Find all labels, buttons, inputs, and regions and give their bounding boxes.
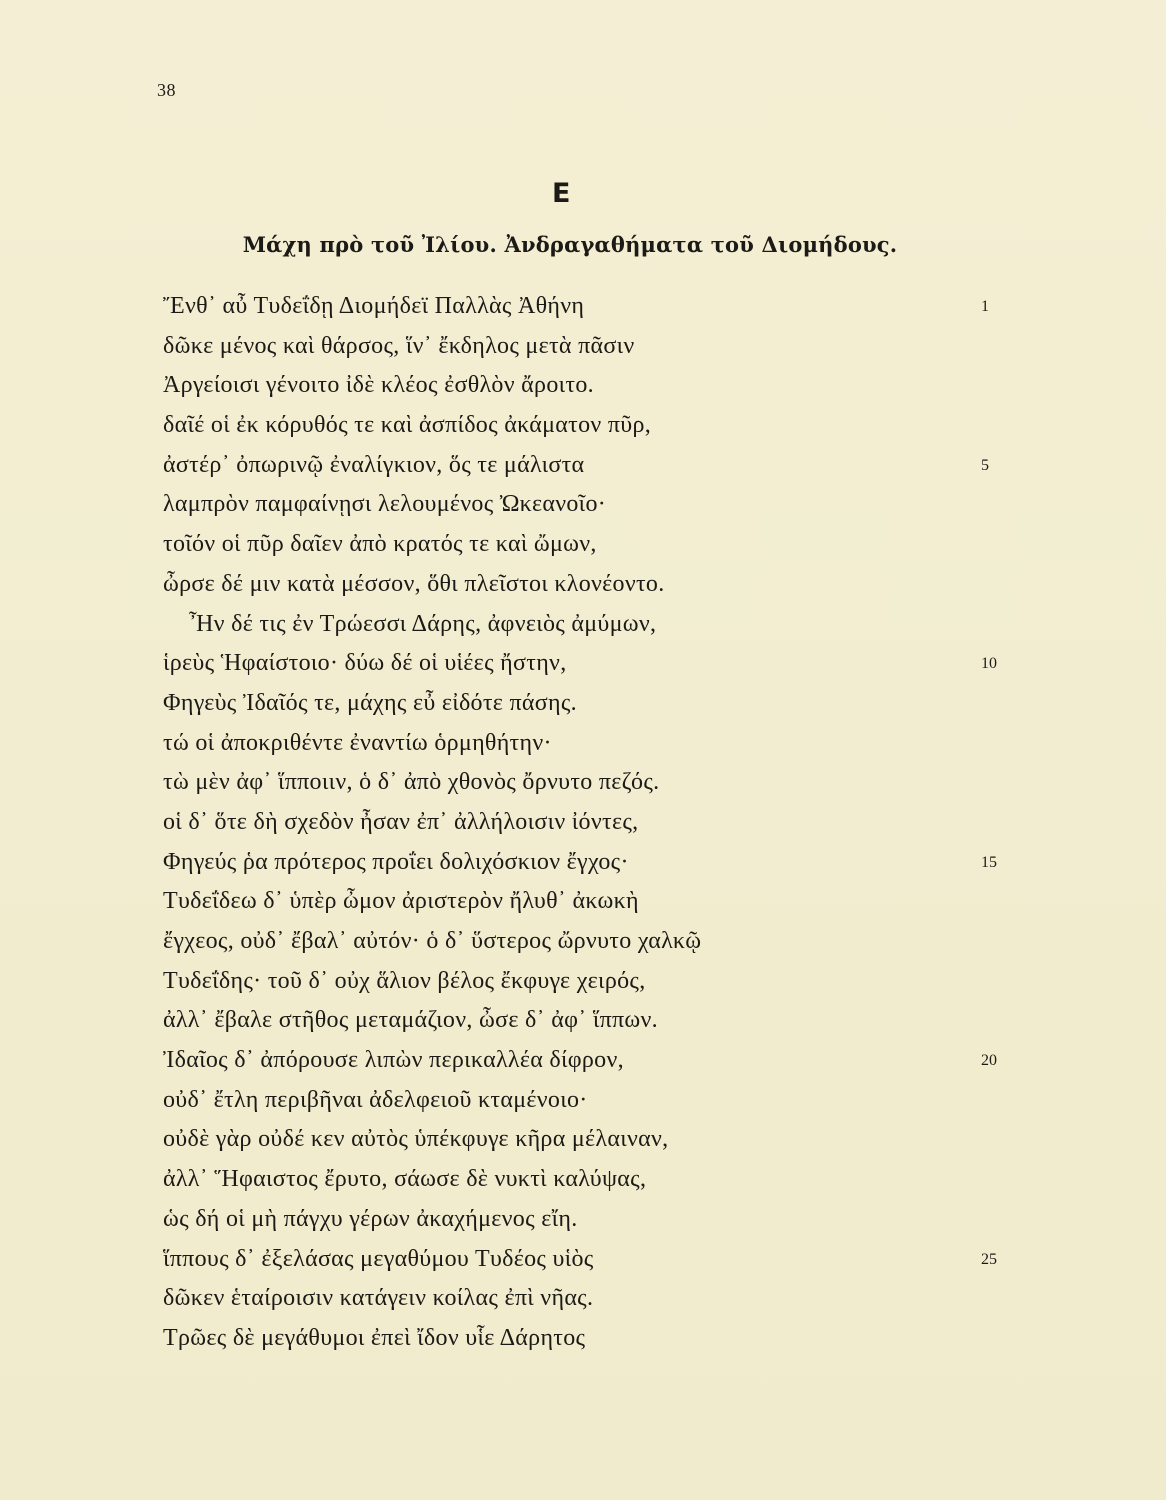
verse-line [163, 1240, 1023, 1280]
verse-line [163, 922, 1023, 962]
verse-line [163, 763, 1023, 803]
verse-text: Τρῶες δὲ μεγάθυμοι ἐπεὶ ἴδον υἷε Δάρητος [163, 1324, 586, 1351]
verse-line [163, 446, 1023, 486]
verse-line [163, 724, 1023, 764]
verse-line [163, 605, 1023, 645]
verse-line [163, 327, 1023, 367]
verse-line [163, 1081, 1023, 1121]
verse-text: Ἦν δέ τις ἐν Τρώεσσι Δάρης, ἀφνειὸς ἀμύμων, [189, 610, 657, 637]
verse-text: τώ οἱ ἀποκριθέντε ἐναντίω ὁρμηθήτην· [163, 729, 552, 756]
verse-line [163, 1279, 1023, 1319]
verse-text: Φηγεύς ῥα πρότερος προΐει δολιχόσκιον ἔγχος· [163, 848, 629, 875]
verse-line [163, 1160, 1023, 1200]
verse-text: οὐδ᾿ ἔτλη περιβῆναι ἀδελφειοῦ κταμένοιο· [163, 1086, 588, 1113]
verse-text: Τυδεΐδεω δ᾿ ὑπὲρ ὦμον ἀριστερὸν ἤλυθ᾿ ἀκωκὴ [163, 888, 639, 915]
verse-line [163, 1041, 1023, 1081]
verse-number: 25 [981, 1250, 997, 1268]
book-letter: E [552, 178, 571, 209]
verse-text: Ἰδαῖος δ᾿ ἀπόρουσε λιπὼν περικαλλέα δίφρον, [163, 1047, 624, 1074]
verse-text: Φηγεὺς Ἰδαῖός τε, μάχης εὖ εἰδότε πάσης. [163, 689, 577, 716]
verse-text: Ἔνθ᾿ αὖ Τυδεΐδῃ Διομήδεϊ Παλλὰς Ἀθήνη [163, 293, 585, 319]
verse-text: τοῖόν οἱ πῦρ δαῖεν ἀπὸ κρατός τε καὶ ὤμων, [163, 531, 597, 558]
book-title: Μάχη πρὸ τοῦ Ἰλίου. Ἀνδραγαθήματα τοῦ Διομήδους. [242, 232, 898, 257]
verse-text: οὐδὲ γὰρ οὐδέ κεν αὐτὸς ὑπέκφυγε κῆρα μέλαιναν, [163, 1126, 669, 1153]
verse-line [163, 1200, 1023, 1240]
verse-line [163, 882, 1023, 922]
verse-text: ὦρσε δέ μιν κατὰ μέσσον, ὅθι πλεῖστοι κλονέοντο. [163, 570, 665, 597]
verse-text: ἵππους δ᾿ ἐξελάσας μεγαθύμου Τυδέος υἱὸς [163, 1245, 594, 1272]
verse-line [163, 843, 1023, 883]
verse-line [163, 1319, 1023, 1359]
verse-line [163, 565, 1023, 605]
verse-number: 5 [981, 456, 989, 474]
verse-text: ἀστέρ᾿ ὀπωρινῷ ἐναλίγκιον, ὅς τε μάλιστα [163, 451, 585, 478]
verse-line [163, 406, 1023, 446]
verse-number: 10 [981, 655, 997, 673]
page-number: 38 [157, 80, 176, 100]
verse-line [163, 485, 1023, 525]
verse-line [163, 644, 1023, 684]
verse-text: λαμπρὸν παμφαίνῃσι λελουμένος Ὠκεανοῖο· [163, 491, 607, 518]
verse-text: ὡς δή οἱ μὴ πάγχυ γέρων ἀκαχήμενος εἴη. [163, 1205, 578, 1232]
verse-line [163, 1001, 1023, 1041]
verse-line [163, 366, 1023, 406]
verse-text: δῶκε μένος καὶ θάρσος, ἵν᾿ ἔκδηλος μετὰ πᾶσιν [163, 332, 635, 359]
verse-text: ἔγχεος, οὐδ᾿ ἔβαλ᾿ αὐτόν· ὁ δ᾿ ὕστερος ὤρνυτο χαλκῷ [163, 928, 702, 954]
verse-line [163, 803, 1023, 843]
verse-text: τὼ μὲν ἀφ᾿ ἵπποιιν, ὁ δ᾿ ἀπὸ χθονὸς ὄρνυτο πεζός. [163, 769, 660, 796]
verse-block [163, 287, 1023, 1359]
verse-text: οἱ δ᾿ ὅτε δὴ σχεδὸν ἦσαν ἐπ᾿ ἀλλήλοισιν ἰόντες, [163, 808, 639, 835]
verse-line [163, 962, 1023, 1002]
verse-text: Τυδεΐδης· τοῦ δ᾿ οὐχ ἅλιον βέλος ἔκφυγε χειρός, [163, 967, 646, 994]
verse-number: 1 [981, 298, 989, 315]
verse-number: 20 [981, 1052, 997, 1070]
verse-text: δῶκεν ἑταίροισιν κατάγειν κοίλας ἐπὶ νῆας. [163, 1285, 594, 1312]
verse-line [163, 525, 1023, 565]
verse-text: δαῖέ οἱ ἐκ κόρυθός τε καὶ ἀσπίδος ἀκάματον πῦρ, [163, 412, 652, 439]
verse-line [163, 1120, 1023, 1160]
verse-number: 15 [981, 853, 997, 871]
verse-text: ἀλλ᾿ Ἥφαιστος ἔρυτο, σάωσε δὲ νυκτὶ καλύψας, [163, 1166, 647, 1193]
verse-line [163, 287, 1023, 327]
verse-text: ἀλλ᾿ ἔβαλε στῆθος μεταμάζιον, ὦσε δ᾿ ἀφ᾿ ἵππων. [163, 1007, 658, 1034]
verse-text: Ἀργείοισι γένοιτο ἰδὲ κλέος ἐσθλὸν ἄροιτο. [163, 372, 594, 399]
verse-text: ἱρεὺς Ἡφαίστοιο· δύω δέ οἱ υἱέες ἤστην, [163, 650, 567, 677]
verse-line [163, 684, 1023, 724]
